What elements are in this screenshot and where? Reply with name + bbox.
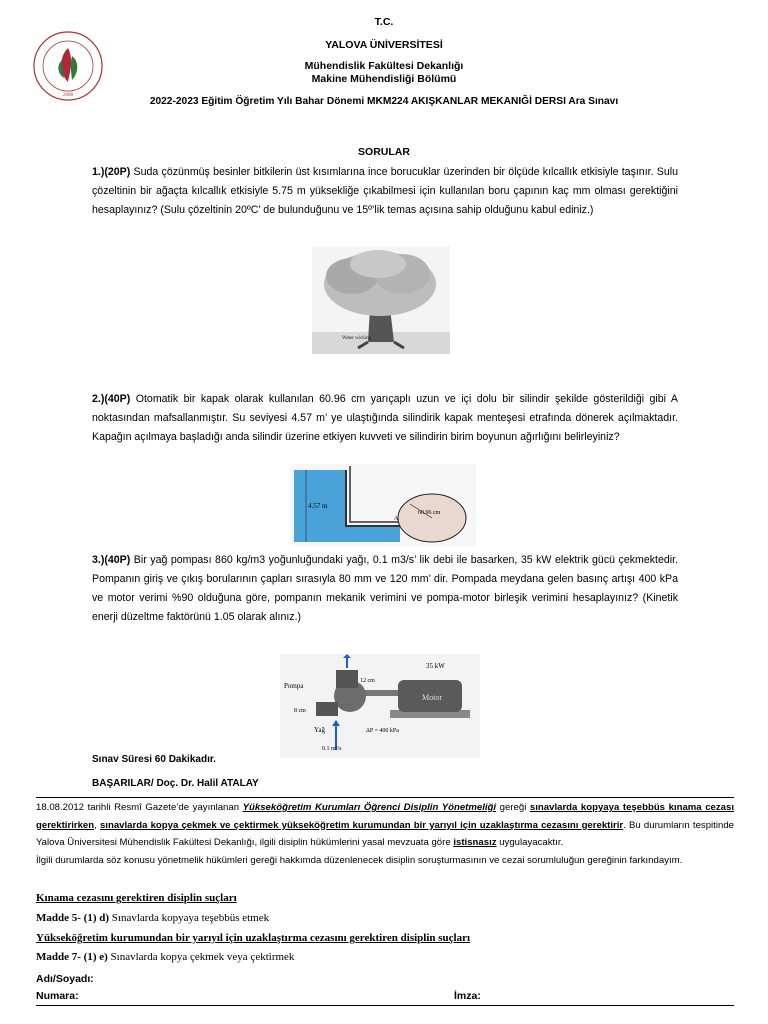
divider-top xyxy=(36,797,734,798)
question-3-label: 3.)(40P) xyxy=(92,554,131,566)
pump-motor-figure xyxy=(280,654,480,758)
question-1 xyxy=(92,163,678,220)
legal-highlight: sınavlarda kopya çekmek ve çektirmek yükseköğretim kurumundan bir yarıyıl için uzaklaştırma cezasını gerektirir xyxy=(99,819,624,831)
seal-year: 2008 xyxy=(63,93,73,98)
regulation-name: Yükseköğretim Kurumları Öğrenci Disiplin Yönetmeliği xyxy=(242,802,497,813)
exam-title: 2022-2023 Eğitim Öğretim Yılı Bahar Dönemi MKM224 AKIŞKANLAR MEKANIĞİ DERSI Ara Sınavı xyxy=(149,96,619,107)
motor-label: Motor xyxy=(422,693,442,702)
article-5-label: Madde 5- (1) d) xyxy=(36,912,110,924)
reprimand-heading-text: Kınama cezasını gerektiren disiplin suçları xyxy=(36,892,237,904)
article-7 xyxy=(36,951,294,963)
question-2-label: 2.)(40P) xyxy=(92,393,131,405)
cylinder-gate-figure xyxy=(290,464,476,546)
depth-label: 4.57 m xyxy=(308,502,328,510)
legal-paragraph-2: İlgili durumlarda söz konusu yönetmelik hükümleri gereği hakkımda düzenlenecek disiplin soruşturmasının ve cezai sorumluluğun gereğinin farkındayım. xyxy=(36,855,683,866)
outlet-label: 12 cm xyxy=(360,678,375,684)
question-1-text: Suda çözünmüş besinler bitkilerin üst kısımlarına ince borucuklar üzerinden bir ölçüde kılcallık etkisiyle taşınır. Sulu çözeltinin bir ağaçta kılcallık etkisiyle 5.75 m yüksekliğe çıkabilmesi için kullanılan boru çapının kaç mm olması gerektiğini hesaplayınız? (Sulu çözeltinin 20ºC’ de bulunduğunu ve 15º’lik temas açısına sahip olduğunu kabul ediniz.) xyxy=(92,166,678,216)
article-5 xyxy=(36,912,269,924)
legal-text: uygulayacaktır. xyxy=(496,837,564,848)
header-university: YALOVA ÜNİVERSİTESİ xyxy=(325,39,443,51)
divider-bottom xyxy=(36,1005,734,1006)
radius-label: 60.96 cm xyxy=(418,510,441,516)
header-faculty: Mühendislik Fakültesi Dekanlığı xyxy=(304,60,464,72)
inlet-label: 8 cm xyxy=(294,708,306,714)
power-label: 35 kW xyxy=(426,662,445,670)
article-7-text: Sınavlarda kopya çekmek veya çektirmek xyxy=(107,951,295,963)
reprimand-heading xyxy=(36,892,237,904)
question-3 xyxy=(92,551,678,627)
question-2 xyxy=(92,390,678,447)
question-1-label: 1.)(20P) xyxy=(92,166,131,178)
legal-text: . Bu durumların tespitinde Yalova Üniversitesi Mühendislik Fakültesi Dekanlığı, ilgili disiplin hükümlerini yasal mevzuata göre xyxy=(36,819,734,848)
flow-label: 0.1 m³/s xyxy=(322,746,342,752)
legal-text: , xyxy=(94,819,100,831)
suspension-heading-text: Yükseköğretim kurumundan bir yarıyıl için uzaklaştırma cezasını gerektiren disiplin suçları xyxy=(36,932,471,944)
header-tc: T.C. xyxy=(374,16,394,28)
number-field-label: Numara: xyxy=(36,990,79,1002)
section-title: SORULAR xyxy=(358,146,410,158)
legal-text: 18.08.2012 tarihli Resmî Gazete’de yayınlanan xyxy=(36,802,243,813)
suspension-heading xyxy=(36,932,470,944)
pump-label: Pompa xyxy=(284,682,304,690)
legal-text: gereği xyxy=(496,802,530,813)
exam-duration: Sınav Süresi 60 Dakikadır. xyxy=(92,754,216,765)
question-3-text: Bir yağ pompası 860 kg/m3 yoğunluğundaki yağı, 0.1 m3/s’ lik debi ile basarken, 35 kW elektrik gücü çekmektedir. Pompanın giriş ve çıkış borularının çapları sırasıyla 80 mm ve 120 mm’ dir. Pompada meydana gelen basınç artışı 400 kPa ve motor verimi %90 olduğuna göre, pompanın mekanik verimini ve pompa-motor birleşik verimini hesaplayınız? (Kinetik enerji düzeltme faktörünü 1.05 olarak alınız.) xyxy=(92,554,678,623)
signature-field-label: İmza: xyxy=(454,990,481,1002)
article-7-label: Madde 7- (1) e) xyxy=(36,951,108,963)
header-department: Makine Mühendisliği Bölümü xyxy=(311,73,457,85)
legal-paragraph-1 xyxy=(36,799,734,852)
legal-highlight: sınavlarda kopyaya teşebbüs kınama cezası gerektirirken xyxy=(36,802,735,831)
signoff: BAŞARILAR/ Doç. Dr. Halil ATALAY xyxy=(92,778,259,789)
water-wicking-label: Water wicking xyxy=(342,336,372,341)
tree-figure xyxy=(312,246,450,354)
pressure-label: ΔP = 400 kPa xyxy=(366,728,399,734)
question-2-text: Otomatik bir kapak olarak kullanılan 60.96 cm yarıçaplı uzun ve içi dolu bir silindir şekilde gösterildiği gibi A noktasından mafsallanmıştır. Su seviyesi 4.57 m’ ye ulaştığında silindirik kapak menteşesi etrafında dönerek açılmaktadır. Kapağın açılmaya başladığı anda silindir üzerine etkiyen kuvveti ve silindirin birim boyunun ağırlığını belirleyiniz? xyxy=(92,393,678,443)
name-field-label: Adı/Soyadı: xyxy=(36,973,94,985)
article-5-text: Sınavlarda kopyaya teşebbüs etmek xyxy=(109,912,270,924)
fluid-label: Yağ xyxy=(314,726,325,734)
hinge-label: A xyxy=(394,516,399,522)
legal-highlight: istisnasız xyxy=(453,837,497,848)
